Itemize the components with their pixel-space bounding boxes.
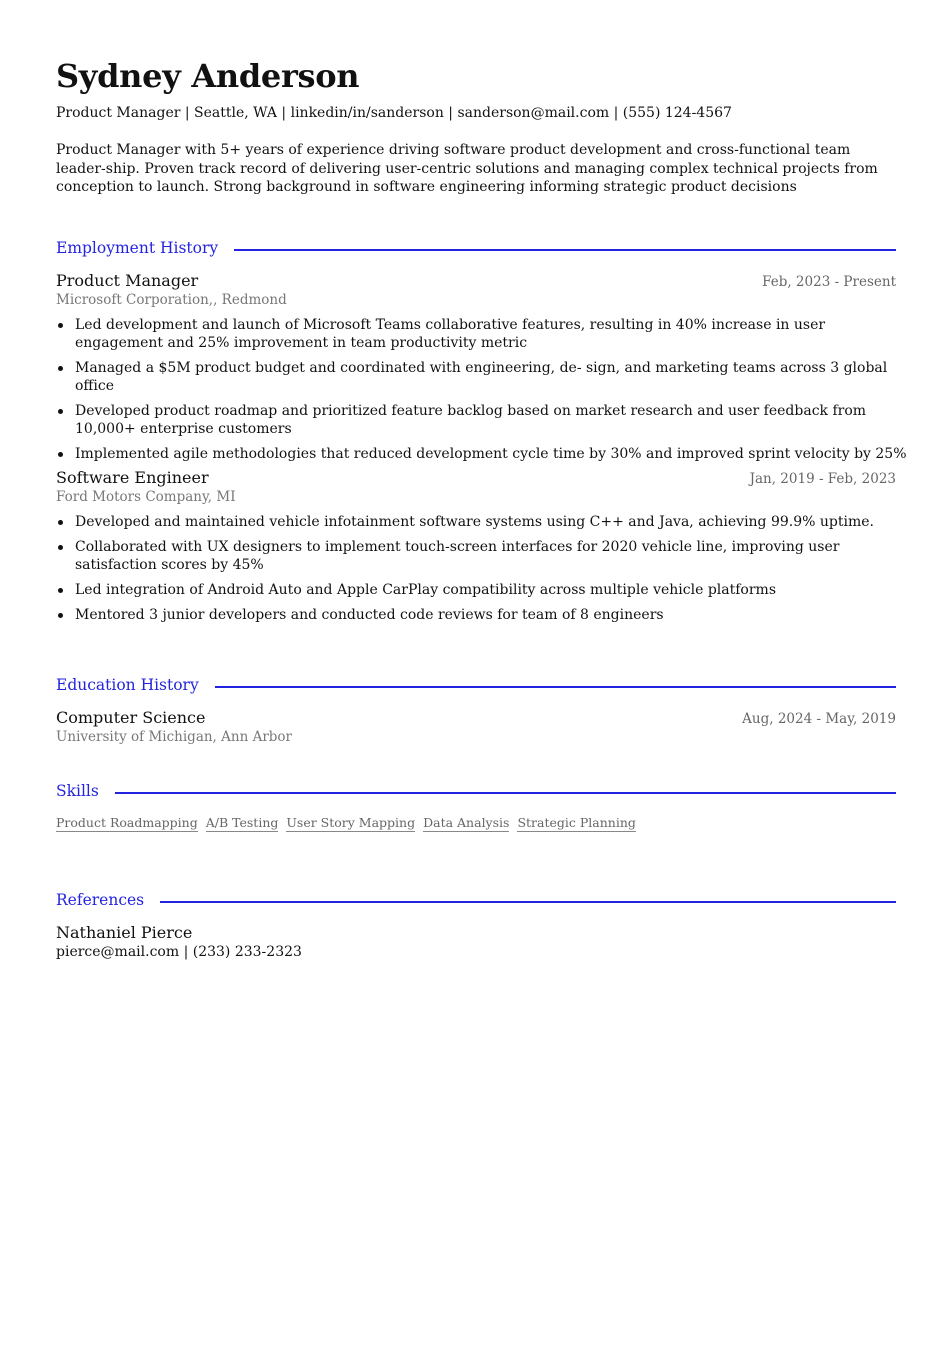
job-bullets [56, 316, 916, 463]
job-organization: Ford Motors Company, MI [56, 489, 236, 505]
education-section-header [56, 675, 896, 695]
skill-tag: User Story Mapping [286, 815, 416, 830]
references-section-header [56, 890, 896, 910]
job-organization: Microsoft Corporation,, Redmond [56, 292, 287, 308]
job-entry-software-engineer [56, 468, 896, 631]
job-title: Software Engineer [56, 468, 209, 487]
bullet-item: Implemented agile methodologies that reduced development cycle time by 30% and improved sprint velocity by 25% [56, 445, 916, 463]
reference-name: Nathaniel Pierce [56, 923, 193, 942]
reference-entry [56, 923, 302, 962]
job-entry-product-manager [56, 271, 907, 470]
contact-line: Product Manager | Seattle, WA | linkedin/in/sanderson | sanderson@mail.com | (555) 124-4567 [56, 105, 732, 121]
skills-section-header [56, 781, 896, 801]
skill-tag: Product Roadmapping [56, 815, 198, 830]
section-divider [160, 901, 896, 903]
bullet-item: Collaborated with UX designers to implement touch-screen interfaces for 2020 vehicle line, improving user satisfaction scores by 45% [56, 538, 916, 574]
candidate-name: Sydney Anderson [56, 57, 360, 95]
education-dates: Aug, 2024 - May, 2019 [742, 711, 896, 727]
section-divider [115, 792, 896, 794]
skill-tag: A/B Testing [205, 815, 279, 830]
job-dates: Jan, 2019 - Feb, 2023 [749, 471, 896, 487]
bullet-item: Developed product roadmap and prioritized feature backlog based on market research and user feedback from 10,000+ enterprise customers [56, 402, 916, 438]
skill-tag: Strategic Planning [517, 815, 636, 830]
skills-section-title: Skills [56, 782, 99, 800]
section-divider [215, 686, 896, 688]
skills-list [56, 815, 636, 832]
job-title: Product Manager [56, 271, 199, 290]
bullet-item: Led development and launch of Microsoft Teams collaborative features, resulting in 40% increase in user engagement and 25% improvement in team productivity metric [56, 316, 916, 352]
job-bullets [56, 513, 916, 624]
bullet-item: Mentored 3 junior developers and conducted code reviews for team of 8 engineers [56, 606, 916, 624]
employment-section-title: Employment History [56, 239, 219, 257]
employment-section-header [56, 238, 896, 258]
summary-paragraph: Product Manager with 5+ years of experience driving software product development and cross-functional team leader-ship. Proven track record of delivering user-centric solutions and managing complex technical projects from conception to launch. Strong background in software engineering informing strategic product decisions [56, 142, 878, 195]
education-section-title: Education History [56, 676, 199, 694]
bullet-item: Led integration of Android Auto and Apple CarPlay compatibility across multiple vehicle platforms [56, 581, 916, 599]
school-name: University of Michigan, Ann Arbor [56, 729, 292, 745]
education-entry [56, 708, 896, 747]
bullet-item: Developed and maintained vehicle infotainment software systems using C++ and Java, achieving 99.9% uptime. [56, 513, 916, 531]
skill-tag: Data Analysis [423, 815, 510, 830]
degree-title: Computer Science [56, 708, 206, 727]
reference-contact: pierce@mail.com | (233) 233-2323 [56, 944, 302, 960]
job-dates: Feb, 2023 - Present [762, 274, 896, 290]
section-divider [234, 249, 896, 251]
references-section-title: References [56, 891, 145, 909]
bullet-item: Managed a $5M product budget and coordinated with engineering, de- sign, and marketing teams across 3 global office [56, 359, 916, 395]
